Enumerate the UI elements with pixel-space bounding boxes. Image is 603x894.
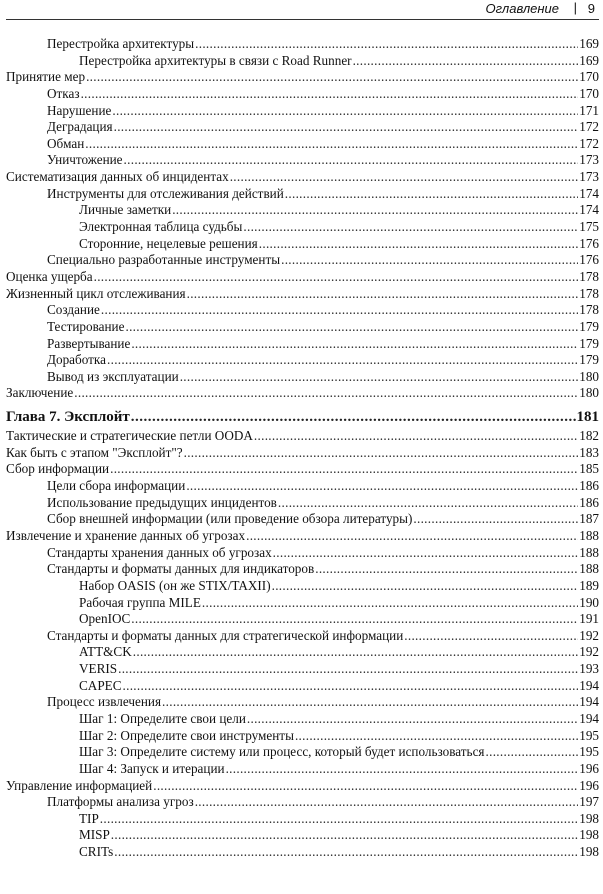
toc-entry-title: Тактические и стратегические петли OODA: [6, 428, 253, 444]
toc-entry-title: Стандарты хранения данных об угрозах: [47, 544, 272, 560]
toc-entry[interactable]: [6, 236, 599, 253]
toc-entry-title: Стандарты и форматы данных для стратегической информации: [47, 627, 404, 643]
toc-entry[interactable]: [6, 611, 599, 628]
toc-entry-title: Использование предыдущих инцидентов: [47, 494, 277, 510]
toc-entry-page: 198: [579, 827, 599, 843]
toc-leader-dots: [315, 561, 578, 578]
header-rule: [6, 19, 599, 20]
toc-leader-dots: [125, 319, 578, 336]
toc-entry-page: 188: [579, 527, 599, 543]
toc-entry-title: Процесс извлечения: [47, 694, 162, 710]
toc-leader-dots: [278, 495, 578, 512]
toc-entry-title: Специально разработанные инструменты: [47, 252, 281, 268]
toc-entry-page: 179: [579, 352, 599, 368]
toc-leader-dots: [281, 252, 578, 269]
toc-entry-page: 192: [579, 627, 599, 643]
running-title: Оглавление: [485, 1, 559, 16]
page-header: [0, 0, 603, 20]
toc-entry[interactable]: [6, 169, 599, 186]
toc-entry-title: OpenIOC: [79, 611, 131, 627]
toc-entry-page: 186: [579, 478, 599, 494]
toc-entry-page: 171: [579, 102, 599, 118]
toc-leader-dots: [246, 528, 578, 545]
toc-entry-title: Перестройка архитектуры в связи с Road Runner: [79, 52, 352, 68]
toc-entry-title: Глава 7. Эксплойт: [6, 409, 130, 426]
toc-entry[interactable]: [6, 744, 599, 761]
toc-entry-page: 191: [579, 611, 599, 627]
toc-leader-dots: [118, 661, 578, 678]
toc-entry-title: Шаг 2: Определите свои инструменты: [79, 727, 294, 743]
toc-leader-dots: [85, 136, 578, 153]
toc-entry[interactable]: [6, 136, 599, 153]
toc-leader-dots: [226, 761, 579, 778]
toc-entry[interactable]: [6, 336, 599, 353]
toc-entry[interactable]: [6, 202, 599, 219]
toc-entry[interactable]: [6, 628, 599, 645]
toc-entry-title: Оценка ущерба: [6, 268, 93, 284]
toc-leader-dots: [101, 302, 578, 319]
toc-entry-page: 180: [579, 385, 599, 401]
toc-entry[interactable]: [6, 219, 599, 236]
toc-entry[interactable]: [6, 711, 599, 728]
toc-entry-title: Рабочая группа MILE: [79, 594, 201, 610]
toc-entry-title: Вывод из эксплуатации: [47, 368, 179, 384]
toc-entry[interactable]: [6, 478, 599, 495]
toc-entry-page: 180: [579, 368, 599, 384]
toc-leader-dots: [195, 36, 578, 53]
toc-entry-page: 190: [579, 594, 599, 610]
toc-entry-title: MISP: [79, 827, 110, 843]
toc-entry[interactable]: [6, 445, 599, 462]
toc-entry[interactable]: [6, 286, 599, 303]
toc-leader-dots: [86, 69, 578, 86]
toc-entry[interactable]: [6, 678, 599, 695]
toc-entry[interactable]: [6, 461, 599, 478]
toc-entry[interactable]: [6, 428, 599, 445]
toc-entry[interactable]: [6, 827, 599, 844]
toc-entry-page: 196: [579, 760, 599, 776]
toc-entry-title: Создание: [47, 302, 100, 318]
toc-entry-title: VERIS: [79, 661, 118, 677]
toc-leader-dots: [94, 269, 579, 286]
toc-entry[interactable]: [6, 561, 599, 578]
toc-leader-dots: [195, 794, 579, 811]
toc-entry[interactable]: [6, 694, 599, 711]
toc-entry-title: Шаг 3: Определите систему или процесс, который будет использоваться: [79, 744, 485, 760]
toc-leader-dots: [114, 844, 578, 861]
toc-leader-dots: [112, 103, 578, 120]
toc-entry-page: 172: [579, 135, 599, 151]
toc-entry-page: 172: [579, 119, 599, 135]
toc-entry[interactable]: [6, 103, 599, 120]
toc-entry-page: 179: [579, 335, 599, 351]
toc-entry-page: 188: [579, 544, 599, 560]
toc-leader-dots: [123, 678, 579, 695]
toc-leader-dots: [107, 352, 578, 369]
toc-leader-dots: [247, 711, 578, 728]
toc-entry-page: 175: [579, 219, 599, 235]
toc-entry-title: Сбор информации: [6, 461, 110, 477]
toc-entry-page: 178: [579, 268, 599, 284]
toc-entry-page: 192: [579, 644, 599, 660]
toc-entry[interactable]: [6, 644, 599, 661]
toc-entry-title: Развертывание: [47, 335, 131, 351]
toc-entry-page: 182: [579, 428, 599, 444]
toc-entry[interactable]: [6, 186, 599, 203]
toc-leader-dots: [295, 728, 578, 745]
toc-entry-page: 170: [579, 85, 599, 101]
toc-leader-dots: [131, 336, 578, 353]
toc-entry-page: 181: [576, 409, 599, 426]
toc-leader-dots: [114, 119, 579, 136]
toc-entry-page: 173: [579, 169, 599, 185]
toc-leader-dots: [133, 644, 578, 661]
toc-entry-title: Личные заметки: [79, 202, 172, 218]
toc-entry[interactable]: [6, 53, 599, 70]
toc-leader-dots: [110, 461, 578, 478]
toc-entry-title: Шаг 1: Определите свои цели: [79, 710, 246, 726]
toc-entry-title: TIP: [79, 810, 99, 826]
toc-entry[interactable]: [6, 495, 599, 512]
toc-entry-page: 185: [579, 461, 599, 477]
toc-leader-dots: [404, 628, 578, 645]
toc-entry-title: Деградация: [47, 119, 113, 135]
toc-leader-dots: [131, 611, 578, 628]
toc-entry[interactable]: [6, 661, 599, 678]
toc-leader-dots: [202, 595, 578, 612]
toc-entry-title: Стандарты и форматы данных для индикаторов: [47, 561, 315, 577]
toc-entry-title: Обман: [47, 135, 85, 151]
toc-entry-title: Электронная таблица судьбы: [79, 219, 243, 235]
header-separator: |: [573, 0, 577, 15]
toc-leader-dots: [259, 236, 578, 253]
toc-entry[interactable]: [6, 369, 599, 386]
toc-entry[interactable]: [6, 36, 599, 53]
toc-entry[interactable]: [6, 86, 599, 103]
toc-leader-dots: [153, 778, 578, 795]
toc-entry-page: 183: [579, 444, 599, 460]
toc-entry-title: CRITs: [79, 844, 114, 860]
toc-entry-page: 188: [579, 561, 599, 577]
toc-leader-dots: [184, 445, 579, 462]
toc-entry-title: Платформы анализа угроз: [47, 794, 194, 810]
toc-leader-dots: [186, 478, 578, 495]
toc-leader-dots: [486, 744, 579, 761]
toc-entry-title: Тестирование: [47, 318, 125, 334]
toc-entry-title: Отказ: [47, 85, 80, 101]
toc-leader-dots: [100, 811, 578, 828]
toc-entry-title: Как быть с этапом "Эксплойт"?: [6, 444, 183, 460]
toc-entry-title: Доработка: [47, 352, 106, 368]
toc-entry-page: 195: [579, 727, 599, 743]
toc-leader-dots: [162, 694, 578, 711]
toc-entry[interactable]: [6, 761, 599, 778]
toc-entry[interactable]: [6, 385, 599, 402]
toc-entry-title: Принятие мер: [6, 69, 86, 85]
toc-entry[interactable]: [6, 811, 599, 828]
toc-leader-dots: [172, 202, 578, 219]
toc-entry-title: Нарушение: [47, 102, 112, 118]
toc-entry[interactable]: [6, 119, 599, 136]
toc-entry-title: Жизненный цикл отслеживания: [6, 285, 186, 301]
toc-leader-dots: [187, 286, 579, 303]
toc-leader-dots: [273, 545, 579, 562]
toc-entry-page: 197: [579, 794, 599, 810]
toc-entry[interactable]: [6, 152, 599, 169]
toc-leader-dots: [413, 511, 578, 528]
toc-entry[interactable]: [6, 302, 599, 319]
toc-entry-title: Инструменты для отслеживания действий: [47, 185, 284, 201]
toc-entry-title: ATT&CK: [79, 644, 132, 660]
toc-leader-dots: [230, 169, 579, 186]
toc-entry-title: Уничтожение: [47, 152, 123, 168]
toc-entry-page: 170: [579, 69, 599, 85]
toc-entry-page: 173: [579, 152, 599, 168]
toc-entry[interactable]: [6, 545, 599, 562]
toc-entry-page: 194: [579, 710, 599, 726]
toc-entry-page: 178: [579, 285, 599, 301]
toc-entry[interactable]: [6, 352, 599, 369]
toc-entry-title: Заключение: [6, 385, 74, 401]
toc-entry-title: Систематизация данных об инцидентах: [6, 169, 229, 185]
toc-leader-dots: [81, 86, 579, 103]
table-of-contents: [6, 36, 599, 861]
toc-entry[interactable]: [6, 69, 599, 86]
toc-entry-page: 179: [579, 318, 599, 334]
toc-entry-page: 178: [579, 302, 599, 318]
toc-entry-title: Сторонние, нецелевые решения: [79, 235, 258, 251]
toc-entry-page: 174: [579, 185, 599, 201]
toc-entry-title: Сбор внешней информации (или проведение обзора литературы): [47, 511, 413, 527]
toc-entry-page: 196: [579, 777, 599, 793]
toc-leader-dots: [272, 578, 579, 595]
toc-entry-page: 195: [579, 744, 599, 760]
toc-entry[interactable]: [6, 844, 599, 861]
toc-entry-title: Набор OASIS (он же STIX/TAXII): [79, 577, 271, 593]
toc-leader-dots: [74, 385, 578, 402]
toc-entry-page: 189: [579, 577, 599, 593]
toc-entry-page: 174: [579, 202, 599, 218]
toc-leader-dots: [285, 186, 578, 203]
toc-entry-page: 186: [579, 494, 599, 510]
toc-entry-title: Шаг 4: Запуск и итерации: [79, 760, 225, 776]
toc-entry[interactable]: [6, 319, 599, 336]
toc-entry-title: Перестройка архитектуры: [47, 36, 195, 51]
toc-entry-page: 193: [579, 661, 599, 677]
page-number: 9: [587, 1, 595, 16]
toc-entry-title: CAPEC: [79, 677, 122, 693]
toc-entry-page: 176: [579, 252, 599, 268]
toc-leader-dots: [124, 152, 579, 169]
toc-leader-dots: [180, 369, 579, 386]
toc-entry[interactable]: [6, 794, 599, 811]
toc-entry-title: Цели сбора информации: [47, 478, 186, 494]
toc-entry-page: 194: [579, 694, 599, 710]
toc-entry[interactable]: [6, 728, 599, 745]
toc-entry-page: 198: [579, 844, 599, 860]
toc-leader-dots: [254, 428, 578, 445]
toc-entry[interactable]: [6, 595, 599, 612]
toc-entry[interactable]: [6, 778, 599, 795]
toc-leader-dots: [243, 219, 578, 236]
toc-entry-page: 194: [579, 677, 599, 693]
toc-entry-page: 169: [579, 36, 599, 51]
toc-chapter-entry[interactable]: [6, 402, 599, 428]
toc-entry[interactable]: [6, 528, 599, 545]
toc-leader-dots: [353, 53, 579, 70]
toc-entry-title: Управление информацией: [6, 777, 153, 793]
toc-entry[interactable]: [6, 511, 599, 528]
toc-entry[interactable]: [6, 578, 599, 595]
toc-entry-page: 176: [579, 235, 599, 251]
toc-entry-title: Извлечение и хранение данных об угрозах: [6, 527, 246, 543]
toc-entry-page: 187: [579, 511, 599, 527]
toc-leader-dots: [111, 827, 578, 844]
toc-entry-page: 169: [579, 52, 599, 68]
toc-entry[interactable]: [6, 269, 599, 286]
toc-entry-page: 198: [579, 810, 599, 826]
toc-entry[interactable]: [6, 252, 599, 269]
